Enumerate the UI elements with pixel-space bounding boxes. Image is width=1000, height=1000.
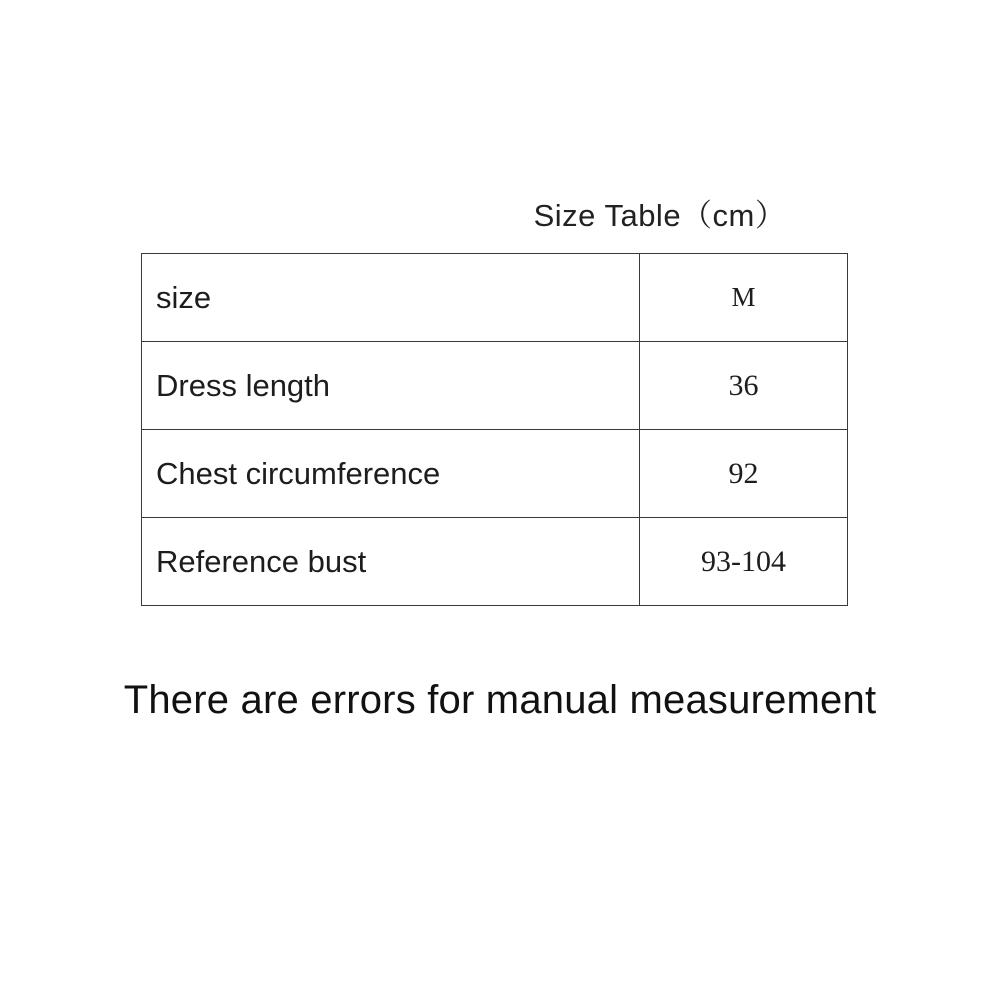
size-table-title: Size Table（cm）	[533, 198, 787, 233]
table-cell-label: Reference bust	[142, 518, 640, 606]
table-cell-value: 93-104	[640, 518, 848, 606]
table-row	[142, 254, 848, 342]
table-row	[142, 430, 848, 518]
table-cell-value: 92	[640, 430, 848, 518]
table-row	[142, 518, 848, 606]
table-cell-value: 36	[640, 342, 848, 430]
table-cell-label: Chest circumference	[142, 430, 640, 518]
table-cell-label: size	[142, 254, 640, 342]
table-row	[142, 342, 848, 430]
measurement-disclaimer: There are errors for manual measurement	[123, 678, 877, 722]
table-cell-label: Dress length	[142, 342, 640, 430]
size-table-container	[141, 253, 833, 606]
size-table	[141, 253, 848, 606]
table-cell-value: M	[640, 254, 848, 342]
